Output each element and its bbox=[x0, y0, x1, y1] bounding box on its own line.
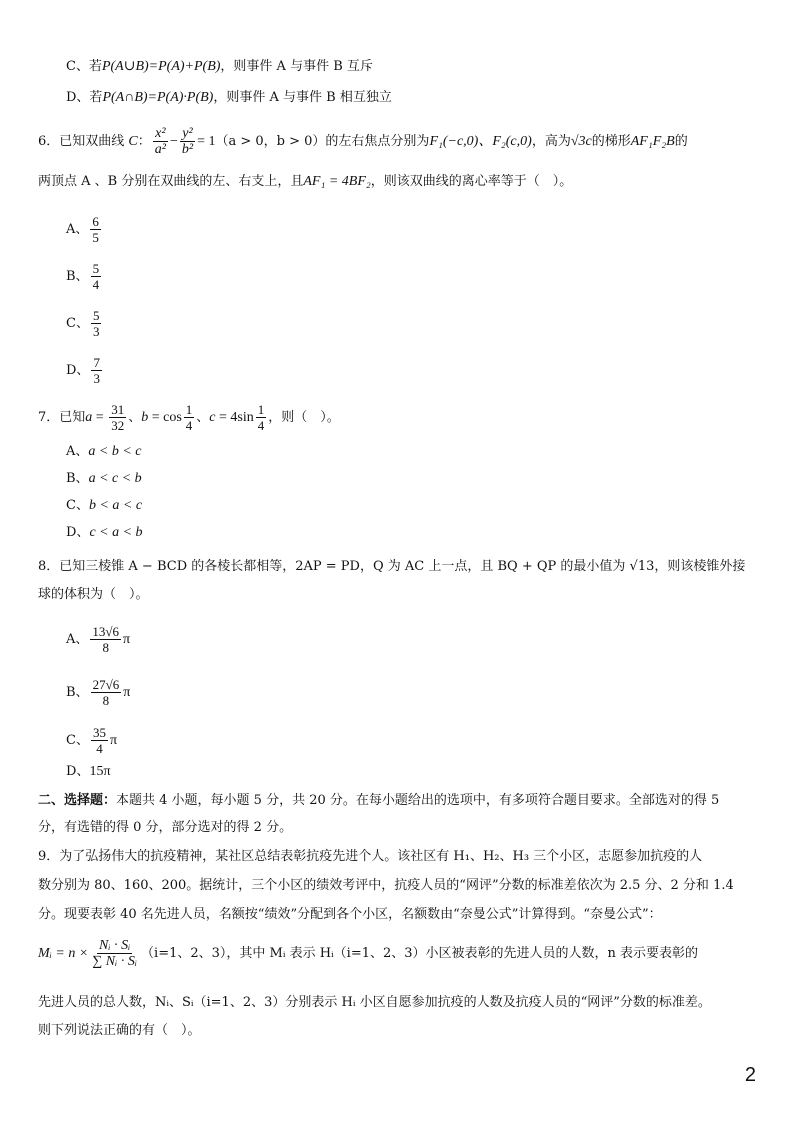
section2-title: 二、选择题： bbox=[38, 793, 117, 808]
q9-stem-line3: 分。现要表彰 40 名先进人员，名额按“绩效”分配到各个小区，名额数由“奈曼公式”计算得到。“奈曼公式”： bbox=[38, 907, 662, 922]
q7-stem: 7．已知a = $\frac{31}{32}$ 、b = cos $\frac{1}{4}$ 、c = 4sin $\frac{1}{4}$ ，则（ ）。 bbox=[38, 402, 340, 433]
q8-option-d: D、15π bbox=[66, 764, 111, 779]
q8-option-c: C、 $\frac{35}{4}$ π bbox=[66, 725, 118, 756]
q9-formula-line: Mᵢ = n × $\frac{\text{Nᵢ · Sᵢ}}{\text{∑ Nᵢ · Sᵢ}}$ （i=1、2、3），其中 Mᵢ 表示 Hᵢ（i=1、2、3）小区被表彰的先进人员的人数，n 表示要表彰的 bbox=[38, 938, 699, 969]
q7-option-b: B、a < c < b bbox=[66, 471, 142, 486]
q8-stem-line1: 8．已知三棱锥 A − BCD 的各棱长都相等，2AP = PD，Q 为 AC 上一点，且 BQ + QP 的最小值为 √13，则该棱锥外接 bbox=[38, 559, 746, 574]
q9-stem-line5: 先进人员的总人数，Nᵢ、Sᵢ（i=1、2、3）分别表示 Hᵢ 小区自愿参加抗疫的人数及抗疫人员的“网评”分数的标准差。 bbox=[38, 995, 711, 1010]
q8-stem-line2: 球的体积为（ ）。 bbox=[38, 587, 149, 602]
q8-option-a: A、 $\frac{13√6}{8}$ π bbox=[66, 624, 131, 655]
section2-intro-line2: 分，有选错的得 0 分，部分选对的得 2 分。 bbox=[38, 820, 293, 835]
q5-option-c: C、若P(A∪B)=P(A)+P(B)，则事件 A 与事件 B 互斥 bbox=[66, 59, 373, 74]
q7-option-a: A、a < b < c bbox=[66, 444, 142, 459]
q8-option-b: B、 $\frac{27√6}{8}$ π bbox=[66, 677, 131, 708]
q9-stem-line2: 数分别为 80、160、200。据统计，三个小区的绩效考评中，抗疫人员的“网评”分数的标准差依次为 2.5 分、2 分和 1.4 bbox=[38, 878, 734, 893]
q7-option-d: D、c < a < b bbox=[66, 525, 143, 540]
q9-stem-line6: 则下列说法正确的有（ ）。 bbox=[38, 1023, 201, 1038]
q9-stem-line1: 9．为了弘扬伟大的抗疫精神，某社区总结表彰抗疫先进个人。该社区有 H₁、H₂、H₃ 三个小区，志愿参加抗疫的人 bbox=[38, 849, 703, 864]
section2-intro-line1: 二、选择题：本题共 4 小题，每小题 5 分，共 20 分。在每小题给出的选项中，有多项符合题目要求。全部选对的得 5 bbox=[38, 793, 720, 808]
q5-option-d: D、若P(A∩B)=P(A)·P(B)，则事件 A 与事件 B 相互独立 bbox=[66, 90, 392, 105]
q6-stem-line2: 两顶点 A 、B 分别在双曲线的左、右支上，且AF₁ = 4BF₂，则该双曲线的离心率等于（ ）。 bbox=[38, 174, 573, 189]
q6-option-b: B、 $\frac{5}{4}$ bbox=[66, 261, 100, 292]
page-number: 2 bbox=[744, 1064, 756, 1086]
q6-option-c: C、 $\frac{5}{3}$ bbox=[66, 308, 100, 339]
q6-option-a: A、 $\frac{6}{5}$ bbox=[66, 214, 99, 245]
q6-stem-line1: 6．已知双曲线 C： $\frac{\text{x²}}{\text{a²}}$ − $\frac{\text{y²}}{\text{b²}}$ = 1（a > 0，b > 0）的左右焦点分别为F₁(−c,0)、F₂(c,0)，高为√3c的梯形AF₁F₂B的 bbox=[38, 126, 688, 157]
q6-option-d: D、 $\frac{7}{3}$ bbox=[66, 355, 100, 386]
q7-option-c: C、b < a < c bbox=[66, 498, 143, 513]
